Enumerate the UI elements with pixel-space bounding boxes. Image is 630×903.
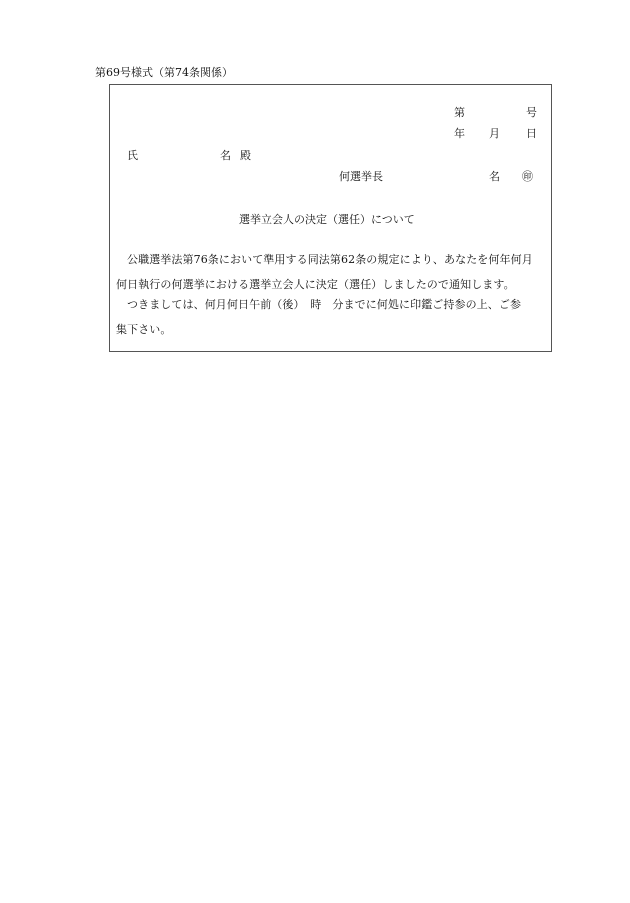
sender-title: 何選挙長 [339,170,383,183]
document-number-suffix: 号 [526,106,537,119]
notice-paragraph-2 [116,292,550,342]
paragraph-2-line-2: 集下さい。 [116,323,172,336]
date-month: 月 [489,127,500,140]
addressee-surname-label: 氏 [127,149,138,162]
paragraph-1-line-1: 公職選挙法第76条において準用する同法第62条の規定により、あなたを何年何月 [127,253,533,266]
addressee-name-label: 名 [220,149,231,162]
notice-paragraph-1 [116,247,550,297]
sender-name-label: 名 [489,170,500,183]
paragraph-2-line-1: つきましては、何月何日午前（後） 時 分までに何処に印鑑ご持参の上、ご参 [127,298,522,311]
seal-mark: ㊞ [522,170,533,183]
form-header: 第69号様式（第74条関係） [95,66,233,79]
addressee-honorific: 殿 [240,149,251,162]
notice-title: 選挙立会人の決定（選任）について [239,213,415,226]
paragraph-1-line-2: 何日執行の何選挙における選挙立会人に決定（選任）しましたので通知します。 [116,278,515,291]
document-number-prefix: 第 [454,106,465,119]
date-day: 日 [526,127,537,140]
date-year: 年 [454,127,465,140]
